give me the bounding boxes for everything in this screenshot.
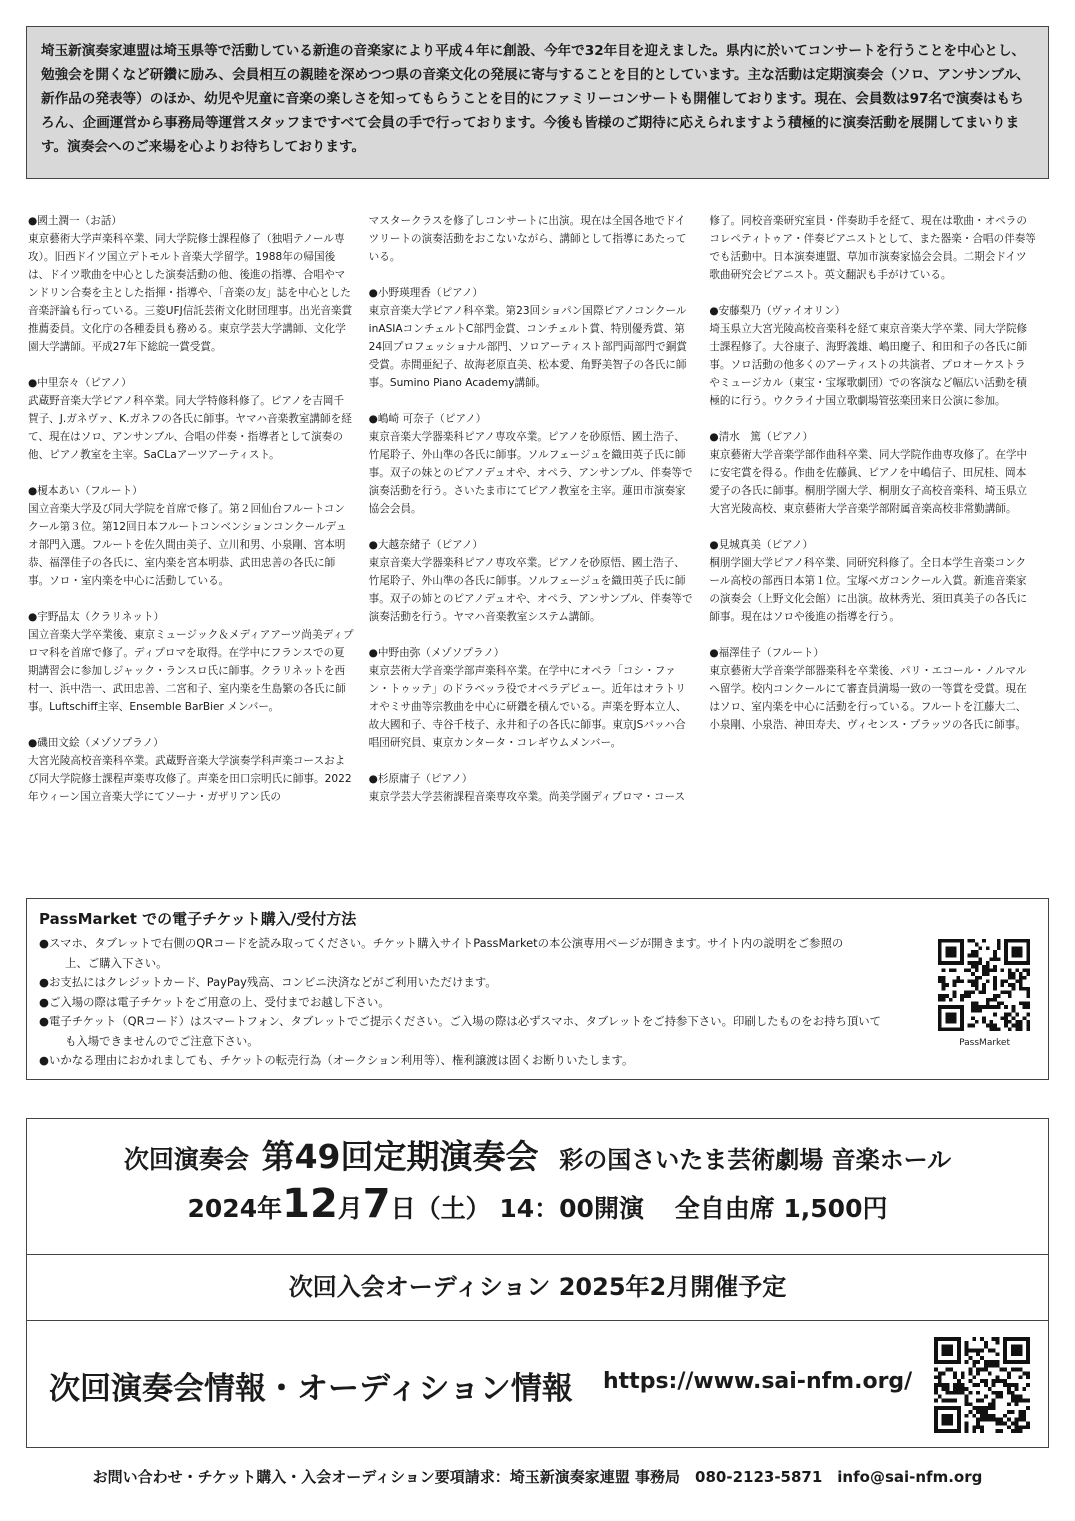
concert-day: 7: [362, 1181, 391, 1227]
next-concert-box: [26, 1118, 1049, 1448]
bio-entry: [369, 284, 696, 392]
bio-text: 東京藝術大学音楽学部作曲科卒業、同大学院作曲専攻修了。在学中に安宅賞を得る。作曲を佐藤眞、ピアノを中嶋信子、田尻桂、岡本愛子の各氏に師事。桐朋学園大学、桐朋女子高校音楽科、埼玉県立大宮光陵高校、東京藝術大学音楽学部附属音楽高校非常勤講師。: [709, 449, 1028, 515]
bio-column-2: [369, 212, 708, 852]
audition-notice: 次回入会オーディション 2025年2月開催予定: [27, 1255, 1048, 1321]
bio-entry: [709, 536, 1036, 626]
list-item: ●ご入場の際は電子チケットをご用意の上、受付までお越し下さい。: [39, 994, 390, 1009]
ticket-title: PassMarket での電子チケット購入/受付方法: [39, 910, 357, 928]
concert-month: 12: [282, 1181, 338, 1227]
bio-entry: [369, 410, 696, 518]
bio-text: 国立音楽大学及び同大学院を首席で修了。第２回仙台フルートコンクール第３位。第12回日本フルートコンベンションコンクールデュオ部門入選。フルートを佐久間由美子、立川和男、小泉剛、宮本明恭、福澤佳子の各氏に、室内楽を宮本明恭、武田忠善の各氏に師事。ソロ・室内楽を中心に活動している。: [28, 503, 347, 587]
bio-name: ●磯田文絵（メゾソプラノ）: [28, 737, 164, 749]
bio-name: ●宇野晶太（クラリネット）: [28, 611, 165, 623]
passmarket-qr-code-icon[interactable]: [938, 939, 1030, 1031]
bio-entry: [369, 770, 696, 806]
qr-label: PassMarket: [959, 1038, 1010, 1048]
bio-text: 東京藝術大学音楽学部器楽科を卒業後、パリ・エコール・ノルマルへ留学。校内コンクールにて審査員満場一致の一等賞を受賞。現在はソロ、室内楽を中心に活動を行っている。フルートを江藤大二、小泉剛、小泉浩、神田寿夫、ヴィセンス・プラッツの各氏に師事。: [709, 665, 1027, 731]
bio-text: マスタークラスを修了しコンサートに出演。現在は全国各地でドイツリートの演奏活動をおこないながら、講師として指導にあたっている。: [368, 215, 687, 263]
ticket-info-box: [26, 898, 1049, 1080]
list-item: ●スマホ、タブレットで右側のQRコードを読み取ってください。チケット購入サイトPassMarketの本公演専用ページが開きます。サイト内の説明をご参照の 上、ご購入下さい。: [39, 936, 844, 970]
bio-name: ●安藤梨乃（ヴァイオリン）: [709, 305, 846, 317]
biography-columns: [28, 212, 1048, 852]
bio-text: 東京音楽大学ピアノ科卒業。第23回ショパン国際ピアノコンクールinASIAコンチェルトC部門金賞、コンチェルト賞、特別優秀賞、第24回プロフェッショナル部門、ソロアーティスト部門両部門で銅賞受賞。赤間亜紀子、故海老原直美、松本愛、角野美智子の各氏に師事。Sumino Piano Academy講師。: [368, 305, 687, 389]
bio-entry: [28, 212, 355, 356]
bio-name: ●榎本あい（フルート）: [28, 485, 143, 497]
bio-text: 大宮光陵高校音楽科卒業。武蔵野音楽大学演奏学科声楽コースおよび同大学院修士課程声楽専攻修了。声楽を田口宗明氏に師事。2022年ウィーン国立音楽大学にてソーナ・ガザリアン氏の: [28, 755, 352, 803]
bio-text: 埼玉県立大宮光陵高校音楽科を経て東京音楽大学卒業、同大学院修士課程修了。大谷康子、海野義雄、嶋田慶子、和田和子の各氏に師事。ソロ活動の他多くのアーティストの共演者、プロオーケストラやミュージカル（東宝・宝塚歌劇団）での客演など幅広い活動を積極的に行う。ウクライナ国立歌劇場管弦楽団来日公演に参加。: [709, 323, 1028, 407]
bio-entry: [709, 212, 1036, 284]
contact-info: お問い合わせ・チケット購入・入会オーディション要項請求：埼玉新演奏家連盟 事務局 080-2123-5871 info@sai-nfm.org: [92, 1468, 983, 1486]
bio-text: 東京音楽大学器楽科ピアノ専攻卒業。ピアノを砂原悟、國土浩子、竹尾聆子、外山準の各氏に師事。ソルフェージュを織田英子氏に師事。双子の妹とのピアノデュオや、オペラ、アンサンブル、伴奏等で演奏活動を行う。さいたま市にてピアノ教室を主宰。蓮田市演奏家協会会員。: [368, 431, 693, 515]
concert-day-unit: 日（土）: [390, 1194, 491, 1223]
next-concert-venue: 彩の国さいたま芸術劇場 音楽ホール: [559, 1146, 952, 1174]
bio-text: 東京藝術大学声楽科卒業、同大学院修士課程修了（独唱テノール専攻）。旧西ドイツ国立デトモルト音楽大学留学。1988年の帰国後は、ドイツ歌曲を中心とした演奏活動の他、後進の指導、合唱やマンドリン合奏を主とした指揮・指導や、「音楽の友」誌を中心とした音楽評論も行っている。三菱UFJ信託芸術文化財団理事。出光音楽賞推薦委員。文化庁の各種委員も務める。東京学芸大学講師、文化学園大学講師。平成27年下総皖一賞受賞。: [28, 233, 353, 353]
intro-text: 埼玉新演奏家連盟は埼玉県等で活動している新進の音楽家により平成４年に創設、今年で32年目を迎えました。県内に於いてコンサートを行うことを中心とし、勉強会を開くなど研鑽に励み、会員相互の親睦を深めつつ県の音楽文化の発展に寄与することを目的としています。主な活動は定期演奏会（ソロ、アンサンブル、新作品の発表等）のほか、幼児や児童に音楽の楽しさを知ってもらうことを目的にファミリーコンサートも開催しております。現在、会員数は97名で演奏はもちろん、企画運営から事務局等運営スタッフまですべて会員の手で行っております。今後も皆様のご期待に応えられますよう積極的に演奏活動を展開してまいります。演奏会へのご来場を心よりお待ちしております。: [41, 43, 1030, 155]
bio-text: 東京学芸大学芸術課程音楽専攻卒業。尚美学園ディプロマ・コース: [368, 791, 686, 803]
info-title: 次回演奏会情報・オーディション情報: [49, 1371, 573, 1407]
bio-entry: [709, 644, 1036, 734]
bio-column-3: [709, 212, 1048, 852]
website-link[interactable]: https://www.sai-nfm.org/: [603, 1369, 913, 1394]
info-row: [27, 1321, 1048, 1447]
concert-price: 全自由席 1,500円: [674, 1194, 888, 1223]
list-item: ●お支払にはクレジットカード、PayPay残高、コンビニ決済などがご利用いただけます。: [39, 975, 497, 989]
bio-name: ●中里奈々（ピアノ）: [28, 377, 132, 389]
bio-text: 東京芸術大学音楽学部声楽科卒業。在学中にオペラ「コシ・ファン・トゥッテ」のドラベッラ役でオペラデビュー。近年はオラトリオやミサ曲等宗教曲を中心に研鑽を積んでいる。声楽を野本立人、故大國和子、寺谷千枝子、永井和子の各氏に師事。東京JSバッハ合唱団研究員、東京カンタータ・コレギウムメンバー。: [368, 665, 687, 749]
concert-year: 2024年: [187, 1194, 283, 1223]
next-concert-title: 第49回定期演奏会: [261, 1137, 539, 1176]
intro-box: [26, 26, 1049, 179]
list-item: ●いかなる理由におかれましても、チケットの転売行為（オークション利用等）、権利譲渡は固くお断りいたします。: [39, 1053, 634, 1067]
bio-name: ●福澤佳子（フルート）: [709, 647, 825, 659]
next-concert-prefix: 次回演奏会: [123, 1145, 249, 1174]
bio-text: 修了。同校音楽研究室員・伴奏助手を経て、現在は歌曲・オペラのコレペティトゥア・伴奏ピアニストとして、また器楽・合唱の伴奏等でも活動中。日本演奏連盟、草加市演奏家協会会員。二期会ドイツ歌曲研究会ピアニスト。英文翻訳も手がけている。: [709, 215, 1036, 281]
bio-entry: [709, 302, 1036, 410]
bio-entry: [28, 734, 355, 806]
ticket-instructions: [39, 934, 929, 1071]
bio-name: ●大越奈緒子（ピアノ）: [368, 539, 484, 551]
bio-entry: [709, 428, 1036, 518]
list-item: ●電子チケット（QRコード）はスマートフォン、タブレットでご提示ください。ご入場の際は必ずスマホ、タブレットをご持参下さい。印刷したものをお持ち頂いて も入場できませんのでご注意下さい。: [39, 1014, 882, 1048]
bio-name: ●杉原庸子（ピアノ）: [368, 773, 473, 785]
bio-entry: [369, 212, 696, 266]
bio-name: ●國土潤一（お話）: [28, 215, 122, 227]
bio-entry: [369, 536, 696, 626]
concert-time: 14：00開演: [499, 1194, 644, 1223]
website-qr-code-icon[interactable]: [934, 1337, 1030, 1433]
bio-name: ●嶋崎 可奈子（ピアノ）: [368, 413, 487, 425]
bio-name: ●小野瑛理香（ピアノ）: [368, 287, 484, 299]
bio-name: ●中野由弥（メゾソプラノ）: [368, 647, 505, 659]
next-concert-details: [27, 1119, 1048, 1255]
bio-name: ●清水 篤（ピアノ）: [709, 431, 814, 443]
bio-text: 武蔵野音楽大学ピアノ科卒業。同大学特修科修了。ピアノを吉岡千賀子、J.ガネヴァ、K.ガネフの各氏に師事。ヤマハ音楽教室講師を経て、現在はソロ、アンサンブル、合唱の伴奏・指導者として演奏の他、ピアノ教室を主宰。SaCLaアーツアーティスト。: [28, 395, 352, 461]
bio-entry: [28, 608, 355, 716]
concert-month-unit: 月: [337, 1194, 363, 1223]
bio-text: 国立音楽大学卒業後、東京ミュージック＆メディアアーツ尚美ディプロマ科を首席で修了。ディプロマを取得。在学中にフランスでの夏期講習会に参加しジャック・ランスロ氏に師事。クラリネットを西村一、浜中浩一、武田忠善、二宮和子、室内楽を生島繁の各氏に師事。Luftschiff主宰、Ensemble BarBier メンバー。: [28, 629, 354, 713]
bio-entry: [369, 644, 696, 752]
bio-entry: [28, 374, 355, 464]
bio-name: ●見城真美（ピアノ）: [709, 539, 814, 551]
bio-column-1: [28, 212, 367, 852]
bio-text: 東京音楽大学器楽科ピアノ専攻卒業。ピアノを砂原悟、國土浩子、竹尾聆子、外山準の各氏に師事。ソルフェージュを織田英子氏に師事。双子の姉とのピアノデュオや、オペラ、アンサンブル、伴奏等で演奏活動を行う。ヤマハ音楽教室システム講師。: [368, 557, 693, 623]
bio-text: 桐朋学園大学ピアノ科卒業、同研究科修了。全日本学生音楽コンクール高校の部西日本第１位。宝塚ベガコンクール入賞。新進音楽家の演奏会（上野文化会館）に出演。故林秀光、須田真美子の各氏に師事。現在はソロや後進の指導を行う。: [709, 557, 1028, 623]
bio-entry: [28, 482, 355, 590]
